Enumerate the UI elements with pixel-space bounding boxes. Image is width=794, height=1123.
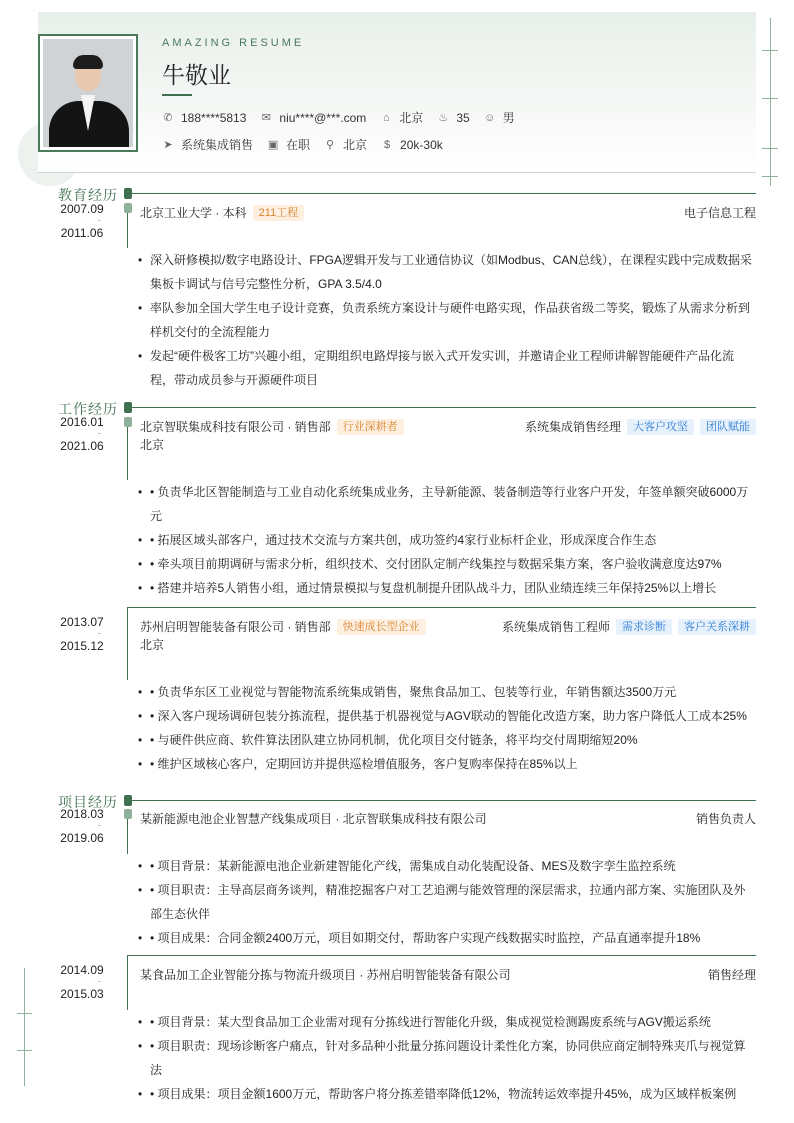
project-bullet-list — [138, 1010, 756, 1106]
job-end-date: 2021.06 — [60, 439, 104, 453]
date-separator: - — [98, 628, 101, 638]
date-separator: - — [98, 976, 101, 986]
job-bullet-list — [138, 680, 756, 776]
section-title-work: 工作经历 — [58, 401, 118, 417]
decorative-tick — [762, 176, 778, 177]
role-tag: 客户关系深耕 — [678, 619, 756, 635]
list-item: • • 搭建并培养5人销售小组，通过情景模拟与复盘机制提升团队战斗力，团队业绩连续三年保持25%以上增长 — [138, 576, 756, 600]
decorative-tick — [762, 98, 778, 99]
company-name: 苏州启明智能装备有限公司 · 销售部 — [140, 620, 331, 634]
section-title-projects: 项目经历 — [58, 794, 118, 810]
timeline-dot — [124, 809, 132, 819]
edu-start-date: 2007.09 — [60, 202, 104, 216]
target-role: 系统集成销售 — [181, 138, 254, 152]
timeline-dot — [124, 203, 132, 213]
gender-icon: ☺ — [484, 111, 496, 124]
mail-icon: ✉ — [261, 111, 272, 124]
list-item: • • 负责华北区智能制造与工业自动化系统集成业务，主导新能源、装备制造等行业客户开发，年签单额突破6000万元 — [138, 480, 756, 528]
section-title-education: 教育经历 — [58, 187, 118, 203]
list-item: • • 与硬件供应商、软件算法团队建立协同机制，优化项目交付链条，将平均交付周期缩短20% — [138, 728, 756, 752]
list-item: • • 维护区域核心客户，定期回访并提供巡检增值服务，客户复购率保持在85%以上 — [138, 752, 756, 776]
school-tag: 211工程 — [253, 205, 305, 221]
list-item: • • 负责华东区工业视觉与智能物流系统集成销售，聚焦食品加工、包装等行业，年销售额达3500万元 — [138, 680, 756, 704]
contact-info-row — [162, 109, 529, 126]
project-name: 某新能源电池企业智慧产线集成项目 · 北京智联集成科技有限公司 — [140, 812, 487, 826]
timeline-line — [127, 213, 128, 248]
edu-end-date: 2011.06 — [60, 226, 104, 240]
project-role: 销售经理 — [707, 968, 756, 982]
list-item: • • 项目职责：现场诊断客户痛点，针对多品种小批量分拣问题设计柔性化方案，协同供应商定制特殊夹爪与视觉算法 — [138, 1034, 756, 1082]
job-start-date: 2013.07 — [60, 615, 104, 629]
timeline-line — [127, 607, 128, 680]
job-role-row — [502, 618, 756, 635]
cake-icon: ♨ — [438, 111, 449, 124]
expected-salary: 20k-30k — [400, 137, 443, 152]
decorative-tick — [17, 1013, 32, 1014]
school-name: 北京工业大学 · 本科 — [140, 206, 247, 220]
role-tag: 需求诊断 — [616, 619, 672, 635]
list-item: • • 项目成果：合同金额2400万元，项目如期交付，帮助客户实现产线数据实时监控，产品直通率提升18% — [138, 926, 756, 950]
project-name: 某食品加工企业智能分拣与物流升级项目 · 苏州启明智能装备有限公司 — [140, 968, 511, 982]
date-separator: - — [98, 820, 101, 830]
entry-divider — [128, 607, 756, 608]
decorative-line — [770, 18, 771, 186]
role-tag: 团队赋能 — [700, 419, 756, 435]
section-line — [132, 407, 756, 408]
list-item: • • 深入客户现场调研包装分拣流程，提供基于机器视觉与AGV联动的智能化改造方案，助力客户降低人工成本25% — [138, 704, 756, 728]
job-company-row — [140, 618, 426, 635]
location-pin-icon: ⚲ — [326, 138, 335, 151]
project-end-date: 2019.06 — [60, 831, 104, 845]
project-bullet-list — [138, 854, 756, 950]
avatar — [43, 39, 133, 147]
company-name: 北京智联集成科技有限公司 · 销售部 — [140, 420, 331, 434]
header-tagline: AMAZING RESUME — [162, 37, 305, 49]
home-icon: ⌂ — [382, 111, 390, 124]
company-tag: 快速成长型企业 — [337, 619, 426, 635]
name-underline — [162, 94, 192, 96]
list-item: • • 项目背景：某大型食品加工企业需对现有分拣线进行智能化升级，集成视觉检测踢废系统与AGV搬运系统 — [138, 1010, 756, 1034]
role-tag: 大客户攻坚 — [627, 419, 694, 435]
section-line — [132, 800, 756, 801]
decorative-line — [24, 968, 25, 1086]
list-item: • • 项目职责：主导高层商务谈判，精准挖掘客户对工艺追溯与能效管理的深层需求，拉通内部方案、实施团队及外部生态伙伴 — [138, 878, 756, 926]
timeline-line — [127, 955, 128, 1010]
entry-divider — [128, 955, 756, 956]
profile-photo — [38, 34, 138, 152]
job-role-row — [525, 418, 756, 435]
job-end-date: 2015.12 — [60, 639, 104, 653]
phone-icon: ✆ — [163, 111, 173, 124]
decorative-tick — [17, 1050, 32, 1051]
candidate-name: 牛敬业 — [162, 63, 231, 89]
project-start-date: 2018.03 — [60, 807, 104, 821]
section-marker — [124, 402, 132, 413]
job-role: 系统集成销售经理 — [524, 420, 621, 434]
list-item: • • 项目背景：某新能源电池企业新建智能化产线，需集成自动化装配设备、MES及数字孪生监控系统 — [138, 854, 756, 878]
city: 北京 — [399, 111, 424, 125]
company-tag: 行业深耕者 — [337, 419, 404, 435]
header-divider — [38, 172, 756, 173]
date-separator: - — [98, 215, 101, 225]
money-icon: $ — [383, 138, 391, 151]
list-item: • 深入研修模拟/数字电路设计、FPGA逻辑开发与工业通信协议（如Modbus、CAN总线），在课程实践中完成数据采集板卡调试与信号完整性分析，GPA 3.5/4.0 — [138, 248, 756, 296]
gender: 男 — [502, 111, 515, 125]
section-marker — [124, 795, 132, 806]
job-company-row — [140, 418, 404, 435]
job-location: 北京 — [140, 438, 165, 452]
job-bullet-list — [138, 480, 756, 600]
edu-school-row — [140, 204, 304, 221]
edu-major — [684, 204, 756, 221]
project-role: 销售负责人 — [695, 812, 756, 826]
decorative-tick — [762, 50, 778, 51]
decorative-tick — [762, 148, 778, 149]
job-start-date: 2016.01 — [60, 415, 104, 429]
list-item: • 发起“硬件极客工坊”兴趣小组，定期组织电路焊接与嵌入式开发实训，并邀请企业工程师讲解智能硬件产品化流程，带动成员参与开源硬件项目 — [138, 344, 756, 392]
send-icon: ➤ — [163, 138, 173, 151]
list-item: • 率队参加全国大学生电子设计竞赛，负责系统方案设计与硬件电路实现，作品获省级二等奖，锻炼了从需求分析到样机交付的全流程能力 — [138, 296, 756, 344]
timeline-line — [127, 819, 128, 854]
edu-bullet-list — [138, 248, 756, 392]
age: 35 — [456, 110, 470, 125]
list-item: • • 拓展区域头部客户，通过技术交流与方案共创，成功签约4家行业标杆企业，形成深度合作生态 — [138, 528, 756, 552]
briefcase-icon: ▣ — [267, 138, 279, 151]
employment-status: 在职 — [286, 138, 311, 152]
timeline-dot — [124, 417, 132, 427]
project-end-date: 2015.03 — [60, 987, 104, 1001]
job-role: 系统集成销售工程师 — [501, 620, 610, 634]
target-city: 北京 — [343, 138, 368, 152]
list-item: • • 牵头项目前期调研与需求分析，组织技术、交付团队定制产线集控与数据采集方案，客户验收满意度达97% — [138, 552, 756, 576]
email-address: niu****@***.com — [279, 110, 367, 125]
job-intent-row — [162, 136, 457, 153]
timeline-line — [127, 427, 128, 480]
major-name: 电子信息工程 — [683, 206, 756, 220]
phone-number: 188****5813 — [181, 110, 247, 125]
section-line — [132, 193, 756, 194]
job-location: 北京 — [140, 638, 165, 652]
section-marker — [124, 188, 132, 199]
project-start-date: 2014.09 — [60, 963, 104, 977]
list-item: • • 项目成果：项目金额1600万元，帮助客户将分拣差错率降低12%，物流转运效率提升45%，成为区域样板案例 — [138, 1082, 756, 1106]
date-separator: - — [98, 428, 101, 438]
